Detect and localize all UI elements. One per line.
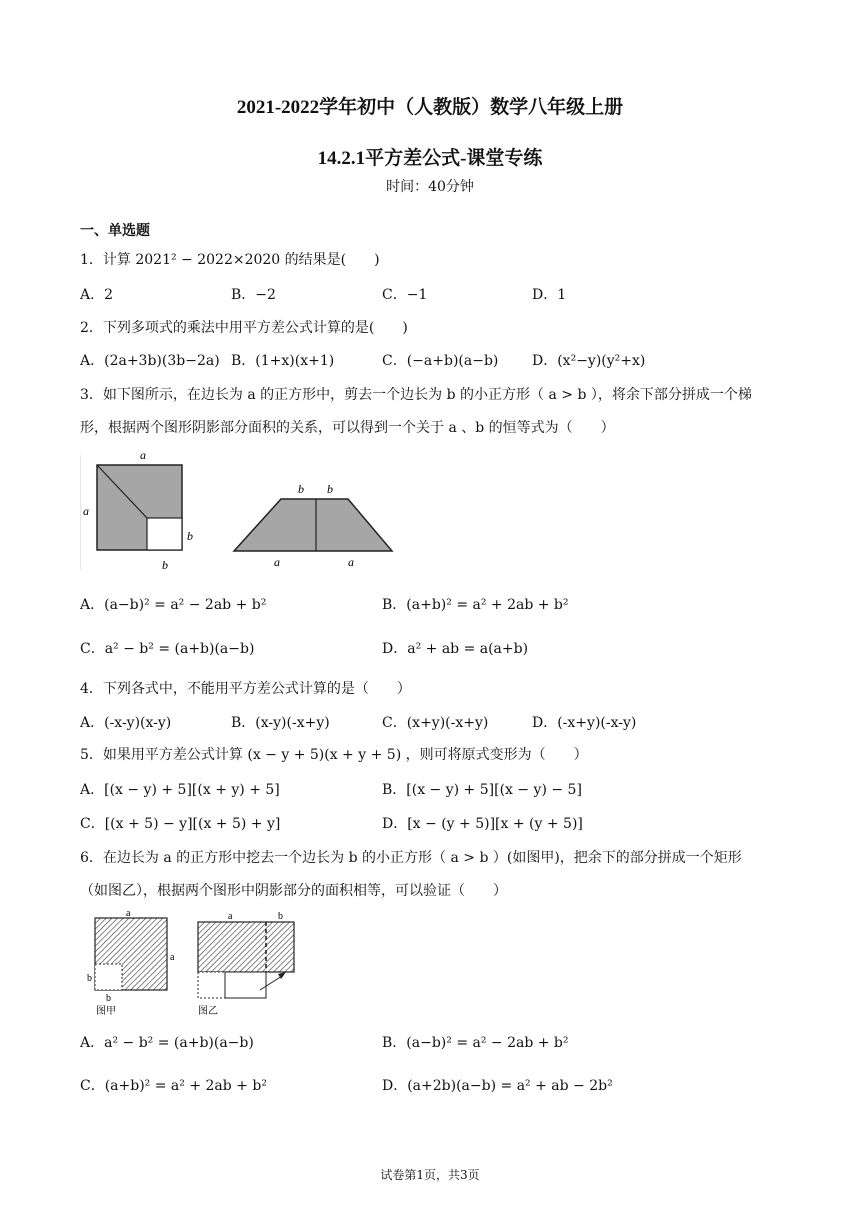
q4-option-a: A．(-x-y)(x-y) — [80, 715, 172, 731]
q6-jia-label-b-bottom: b — [106, 993, 111, 1004]
question-3-stem-line2: 形，根据两个图形阴影部分面积的关系，可以得到一个关于 a 、b 的恒等式为（ ） — [80, 420, 615, 436]
question-1-stem: 1．计算 2021² − 2022×2020 的结果是( ) — [80, 252, 380, 268]
q2-option-d: D．(x²−y)(y²+x) — [532, 353, 646, 369]
q6-yi-label-b: b — [278, 911, 283, 922]
q6-jia-caption: 图甲 — [96, 1006, 116, 1017]
q2-option-b: B．(1+x)(x+1) — [231, 353, 335, 369]
q3-trap-label-b1: b — [298, 482, 304, 496]
q6-figure-yi — [190, 908, 310, 1018]
page-footer: 试卷第1页，共3页 — [380, 1168, 480, 1182]
document-title: 2021-2022学年初中（人教版）数学八年级上册 — [236, 97, 624, 118]
q5-option-a: A．[(x − y) + 5][(x + y) + 5] — [80, 782, 280, 798]
q3-square-figure — [80, 445, 200, 575]
q4-option-b: B．(x-y)(-x+y) — [231, 715, 330, 731]
q6-jia-label-a-right: a — [170, 952, 175, 963]
q6-jia-label-a-top: a — [126, 908, 131, 919]
q3-label-b-bottom: b — [162, 558, 168, 572]
time-limit: 时间：40分钟 — [386, 179, 474, 195]
q3-option-d: D．a² + ab = a(a+b) — [382, 641, 529, 657]
q3-option-c: C．a² − b² = (a+b)(a−b) — [80, 641, 255, 657]
q3-label-b-right: b — [187, 529, 193, 543]
q5-option-d: D．[x − (y + 5)][x + (y + 5)] — [382, 816, 583, 832]
q4-option-c: C．(x+y)(-x+y) — [382, 715, 489, 731]
question-6-stem-line2: （如图乙），根据两个图形中阴影部分的面积相等，可以验证（ ） — [80, 883, 507, 899]
q6-yi-caption: 图乙 — [198, 1006, 218, 1017]
q6-option-b: B．(a−b)² = a² − 2ab + b² — [382, 1035, 569, 1051]
question-3-stem-line1: 3．如下图所示，在边长为 a 的正方形中，剪去一个边长为 b 的小正方形（ a > b ），将余下部分拼成一个梯 — [80, 387, 752, 403]
section-heading: 一、单选题 — [80, 223, 150, 239]
question-2-stem: 2．下列多项式的乘法中用平方差公式计算的是( ) — [80, 320, 408, 336]
question-4-stem: 4．下列各式中，不能用平方差公式计算的是（ ） — [80, 681, 411, 697]
q4-option-d: D．(-x+y)(-x-y) — [532, 715, 637, 731]
q1-option-c: C．−1 — [382, 287, 428, 303]
q1-option-b: B．−2 — [231, 287, 276, 303]
q2-option-a: A．(2a+3b)(3b−2a) — [80, 353, 220, 369]
q3-trap-label-b2: b — [327, 482, 333, 496]
q3-option-b: B．(a+b)² = a² + 2ab + b² — [382, 597, 569, 613]
q5-option-b: B．[(x − y) + 5][(x − y) − 5] — [382, 782, 582, 798]
document-subtitle: 14.2.1平方差公式-课堂专练 — [317, 148, 543, 169]
q6-yi-label-a: a — [228, 911, 233, 922]
question-5-stem: 5．如果用平方差公式计算 (x − y + 5)(x + y + 5) ，则可将原式变形为（ ） — [80, 747, 588, 763]
q3-trap-label-a1: a — [274, 555, 280, 569]
q3-label-a-top: a — [140, 448, 146, 462]
q3-label-a-left: a — [83, 504, 89, 518]
q3-trapezoid-figure — [228, 476, 398, 572]
q2-option-c: C．(−a+b)(a−b) — [382, 353, 499, 369]
q1-option-d: D．1 — [532, 287, 567, 303]
q5-option-c: C．[(x + 5) − y][(x + 5) + y] — [80, 816, 281, 832]
q6-option-c: C．(a+b)² = a² + 2ab + b² — [80, 1078, 267, 1094]
q1-option-a: A．2 — [80, 287, 114, 303]
q6-figure-jia — [82, 908, 182, 1018]
q6-jia-label-b-left: b — [87, 973, 92, 984]
q6-option-a: A．a² − b² = (a+b)(a−b) — [80, 1035, 254, 1051]
q3-trap-label-a2: a — [348, 555, 354, 569]
question-6-stem-line1: 6．在边长为 a 的正方形中挖去一个边长为 b 的小正方形（ a > b ）(如图甲)，把余下的部分拼成一个矩形 — [80, 850, 742, 866]
q3-option-a: A．(a−b)² = a² − 2ab + b² — [80, 597, 267, 613]
q6-option-d: D．(a+2b)(a−b) = a² + ab − 2b² — [382, 1078, 613, 1094]
